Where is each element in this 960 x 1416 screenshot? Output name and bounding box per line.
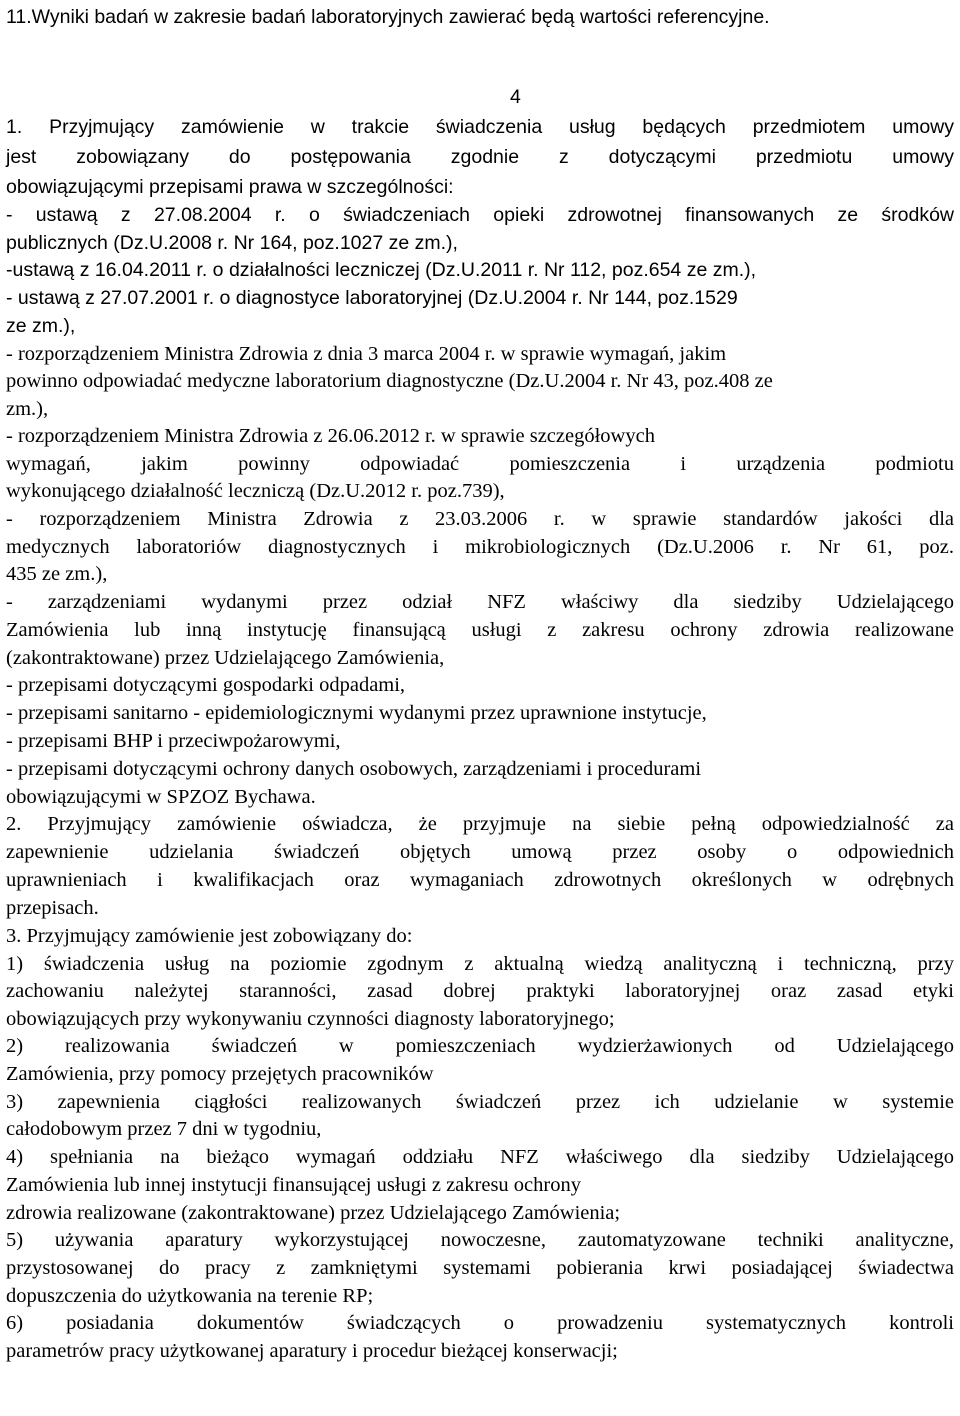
section-number: 4: [510, 86, 521, 108]
law-list-item: - ustawą z 27.08.2004 r. o świadczeniach opieki zdrowotnej finansowanych ze środków: [6, 204, 954, 226]
obligation-item: Zamówienia lub innej instytucji finansującej usługi z zakresu ochrony: [6, 1174, 581, 1196]
law-list-item: 435 ze zm.),: [6, 563, 108, 585]
law-list-item: zm.),: [6, 398, 49, 420]
law-list-item: -ustawą z 16.04.2011 r. o działalności leczniczej (Dz.U.2011 r. Nr 112, poz.654 ze zm.),: [6, 259, 757, 281]
law-list-item: publicznych (Dz.U.2008 r. Nr 164, poz.1027 ze zm.),: [6, 232, 458, 254]
law-list-item: Zamówienia lub inną instytucję finansującą usługi z zakresu ochrony zdrowia realizowane: [6, 619, 954, 641]
law-list-item: - przepisami sanitarno - epidemiologicznymi wydanymi przez uprawnione instytucje,: [6, 702, 707, 724]
law-list-item: wymagań, jakim powinny odpowiadać pomieszczenia i urządzenia podmiotu: [6, 453, 954, 475]
law-list-item: - zarządzeniami wydanymi przez odział NFZ właściwy dla siedziby Udzielającego: [6, 591, 954, 613]
paragraph-1-line: 1. Przyjmujący zamówienie w trakcie świadczenia usług będących przedmiotem umowy: [6, 116, 954, 138]
obligation-item: zdrowia realizowane (zakontraktowane) przez Udzielającego Zamówienia;: [6, 1202, 621, 1224]
law-list-item: powinno odpowiadać medyczne laboratorium diagnostyczne (Dz.U.2004 r. Nr 43, poz.408 ze: [6, 370, 773, 392]
obligation-item: Zamówienia, przy pomocy przejętych pracowników: [6, 1063, 434, 1085]
paragraph-11-lab-results: 11.Wyniki badań w zakresie badań laboratoryjnych zawierać będą wartości referencyjne.: [6, 6, 770, 28]
law-list-item: wykonującego działalność leczniczą (Dz.U.2012 r. poz.739),: [6, 480, 505, 502]
paragraph-3-intro: 3. Przyjmujący zamówienie jest zobowiązany do:: [6, 925, 413, 947]
paragraph-2-line: przepisach.: [6, 897, 99, 919]
paragraph-1-line: jest zobowiązany do postępowania zgodnie z dotyczącymi przedmiotu umowy: [6, 146, 954, 168]
obligation-item: 4) spełniania na bieżąco wymagań oddziału NFZ właściwego dla siedziby Udzielającego: [6, 1146, 954, 1168]
law-list-item: - rozporządzeniem Ministra Zdrowia z 26.06.2012 r. w sprawie szczegółowych: [6, 425, 655, 447]
law-list-item: - przepisami dotyczącymi gospodarki odpadami,: [6, 674, 406, 696]
obligation-item: zachowaniu należytej staranności, zasad dobrej praktyki laboratoryjnej oraz zasad etyki: [6, 980, 954, 1002]
law-list-item: - przepisami dotyczącymi ochrony danych osobowych, zarządzeniami i procedurami: [6, 758, 702, 780]
obligation-item: parametrów pracy użytkowanej aparatury i procedur bieżącej konserwacji;: [6, 1340, 618, 1362]
law-list-item: - rozporządzeniem Ministra Zdrowia z dnia 3 marca 2004 r. w sprawie wymagań, jakim: [6, 343, 727, 365]
obligation-item: 5) używania aparatury wykorzystującej nowoczesne, zautomatyzowane techniki analityczne,: [6, 1229, 954, 1251]
obligation-item: 6) posiadania dokumentów świadczących o prowadzeniu systematycznych kontroli: [6, 1312, 954, 1334]
obligation-item: obowiązujących przy wykonywaniu czynności diagnosty laboratoryjnego;: [6, 1008, 615, 1030]
law-list-item: - przepisami BHP i przeciwpożarowymi,: [6, 730, 341, 752]
law-list-item: medycznych laboratoriów diagnostycznych i mikrobiologicznych (Dz.U.2006 r. Nr 61, poz.: [6, 536, 954, 558]
obligation-item: przystosowanej do pracy z zamkniętymi systemami pobierania krwi posiadającej świadectwa: [6, 1257, 954, 1279]
paragraph-2-line: 2. Przyjmujący zamówienie oświadcza, że przyjmuje na siebie pełną odpowiedzialność za: [6, 813, 954, 835]
obligation-item: 1) świadczenia usług na poziomie zgodnym z aktualną wiedzą analityczną i techniczną, przy: [6, 953, 954, 975]
paragraph-2-line: uprawnieniach i kwalifikacjach oraz wymaganiach zdrowotnych określonych w odrębnych: [6, 869, 954, 891]
obligation-item: dopuszczenia do użytkowania na terenie RP;: [6, 1285, 374, 1307]
law-list-item: (zakontraktowane) przez Udzielającego Zamówienia,: [6, 647, 445, 669]
law-list-item: obowiązującymi w SPZOZ Bychawa.: [6, 786, 316, 808]
paragraph-2-line: zapewnienie udzielania świadczeń objętych umową przez osoby o odpowiednich: [6, 841, 954, 863]
obligation-item: 2) realizowania świadczeń w pomieszczeniach wydzierżawionych od Udzielającego: [6, 1035, 954, 1057]
law-list-item: ze zm.),: [6, 315, 76, 337]
law-list-item: - ustawą z 27.07.2001 r. o diagnostyce laboratoryjnej (Dz.U.2004 r. Nr 144, poz.1529: [6, 287, 738, 309]
obligation-item: 3) zapewnienia ciągłości realizowanych świadczeń przez ich udzielanie w systemie: [6, 1091, 954, 1113]
paragraph-1-line: obowiązującymi przepisami prawa w szczególności:: [6, 176, 454, 198]
law-list-item: - rozporządzeniem Ministra Zdrowia z 23.03.2006 r. w sprawie standardów jakości dla: [6, 508, 954, 530]
obligation-item: całodobowym przez 7 dni w tygodniu,: [6, 1118, 322, 1140]
